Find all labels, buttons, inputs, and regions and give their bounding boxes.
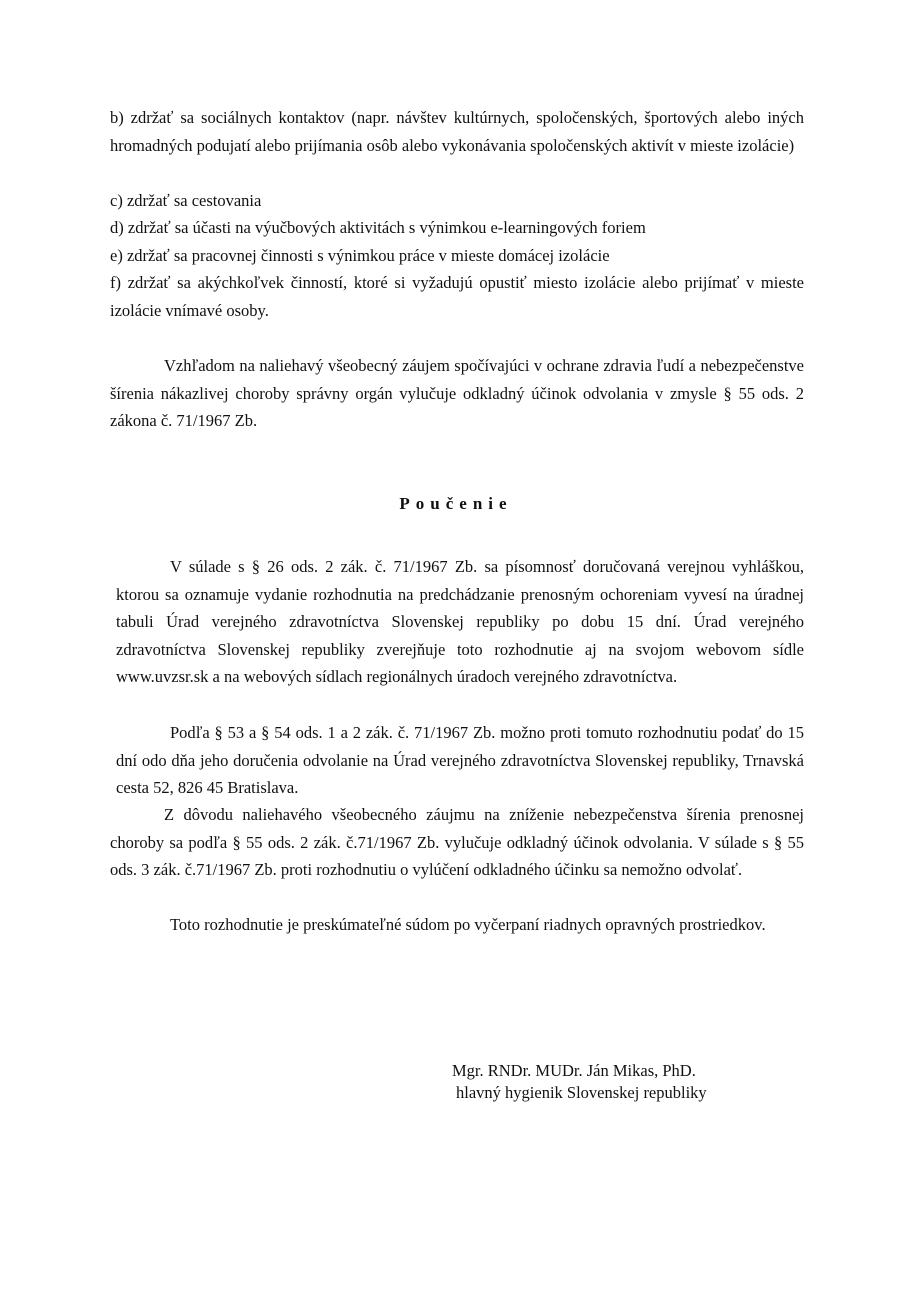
poucenie-paragraph-3: Z dôvodu naliehavého všeobecného záujmu na zníženie nebezpečenstva šírenia prenosnej choroby sa podľa § 55 ods. 2 zák. č.71/1967 Zb. vylučuje odkladný účinok odvolania. V súlade s § 55 ods. 3 zák. č.71/1967 Zb. proti rozhodnutiu o vylúčení odkladného účinku sa nemožno odvolať. [110,805,804,879]
list-item-c: c) zdržať sa cestovania [110,191,262,210]
list-item-e: e) zdržať sa pracovnej činnosti s výnimkou práce v mieste domácej izolácie [110,246,610,265]
suspensive-effect-paragraph: Vzhľadom na naliehavý všeobecný záujem spočívajúci v ochrane zdravia ľudí a nebezpečenstve šírenia nákazlivej choroby správny orgán vylučuje odkladný účinok odvolania v zmysle § 55 ods. 2 zákona č. 71/1967 Zb. [110,356,804,430]
list-item-f: f) zdržať sa akýchkoľvek činností, ktoré si vyžadujú opustiť miesto izolácie alebo prijímať v mieste izolácie vnímavé osoby. [110,273,804,320]
signatory-name: Mgr. RNDr. MUDr. Ján Mikas, PhD. [452,1061,696,1080]
signatory-title: hlavný hygienik Slovenskej republiky [456,1083,707,1102]
signature-block [452,1060,707,1104]
section-heading-poucenie: Poučenie [399,494,513,513]
list-item-d: d) zdržať sa účasti na výučbových aktivitách s výnimkou e-learningových foriem [110,218,646,237]
poucenie-paragraph-4: Toto rozhodnutie je preskúmateľné súdom po vyčerpaní riadnych opravných prostriedkov. [170,915,766,934]
poucenie-paragraph-2: Podľa § 53 a § 54 ods. 1 a 2 zák. č. 71/1967 Zb. možno proti tomuto rozhodnutiu podať do 15 dní odo dňa jeho doručenia odvolanie na Úrad verejného zdravotníctva Slovenskej republiky, Trnavská cesta 52, 826 45 Bratislava. [116,723,804,797]
list-item-b: b) zdržať sa sociálnych kontaktov (napr. návštev kultúrnych, spoločenských, športových alebo iných hromadných podujatí alebo prijímania osôb alebo vykonávania spoločenských aktivít v mieste izolácie) [110,108,804,155]
poucenie-paragraph-1: V súlade s § 26 ods. 2 zák. č. 71/1967 Zb. sa písomnosť doručovaná verejnou vyhláškou, ktorou sa oznamuje vydanie rozhodnutia na predchádzanie prenosným ochoreniam vyvesí na úradnej tabuli Úrad verejného zdravotníctva Slovenskej republiky po dobu 15 dní. Úrad verejného zdravotníctva Slovenskej republiky zverejňuje toto rozhodnutie aj na svojom webovom sídle www.uvzsr.sk a na webových sídlach regionálnych úradoch verejného zdravotníctva. [116,557,804,686]
